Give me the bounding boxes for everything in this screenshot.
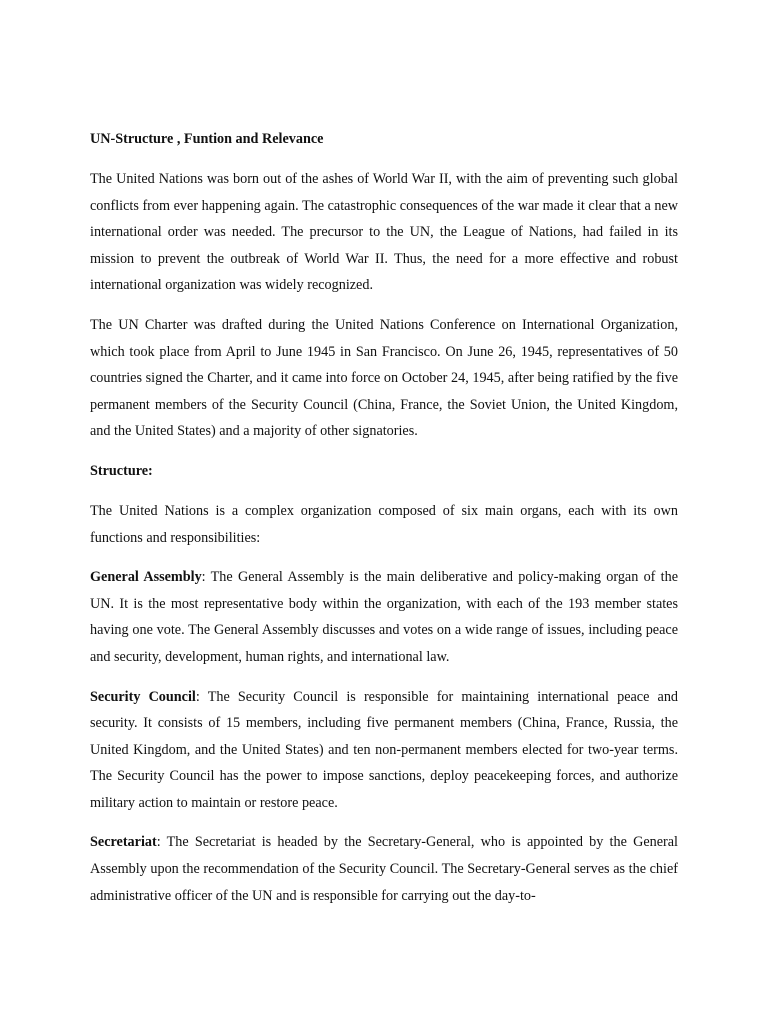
general-assembly-term: General Assembly	[90, 569, 202, 586]
general-assembly-text: : The General Assembly is the main deliberative and policy-making organ of the UN. It is the most representative body within the organization, with each of the 193 member states having one vote. The General Assembly discusses and votes on a wide range of issues, including peace and security, development, human rights, and international law.	[90, 569, 678, 665]
structure-intro-paragraph: The United Nations is a complex organization composed of six main organs, each with its own functions and responsibilities:	[90, 502, 678, 546]
intro-paragraph: The United Nations was born out of the ashes of World War II, with the aim of preventing such global conflicts from ever happening again. The catastrophic consequences of the war made it clear that a new international order was needed. The precursor to the UN, the League of Nations, had failed in its mission to prevent the outbreak of World War II. Thus, the need for a more effective and robust international organization was widely recognized.	[90, 171, 678, 294]
security-council-paragraph	[90, 684, 678, 817]
secretariat-text: : The Secretariat is headed by the Secretary-General, who is appointed by the General Assembly upon the recommendation of the Security Council. The Secretary-General serves as the chief administrative officer of the UN and is responsible for carrying out the day-to-	[90, 834, 678, 904]
security-council-text: : The Security Council is responsible for maintaining international peace and security. It consists of 15 members, including five permanent members (China, France, Russia, the United Kingdom, and the United States) and ten non-permanent members elected for two-year terms. The Security Council has the power to impose sanctions, deploy peacekeeping forces, and authorize military action to maintain or restore peace.	[90, 688, 679, 811]
structure-heading: Structure:	[90, 462, 153, 479]
secretariat-paragraph	[90, 829, 678, 909]
charter-paragraph: The UN Charter was drafted during the United Nations Conference on International Organization, which took place from April to June 1945 in San Francisco. On June 26, 1945, representatives of 50 countries signed the Charter, and it came into force on October 24, 1945, after being ratified by the five permanent members of the Security Council (China, France, the Soviet Union, the United Kingdom, and the United States) and a majority of other signatories.	[90, 316, 678, 440]
secretariat-term: Secretariat	[90, 834, 157, 851]
security-council-term: Security Council	[90, 688, 196, 705]
general-assembly-paragraph	[90, 564, 678, 670]
page-title: UN-Structure , Funtion and Relevance	[90, 131, 324, 147]
